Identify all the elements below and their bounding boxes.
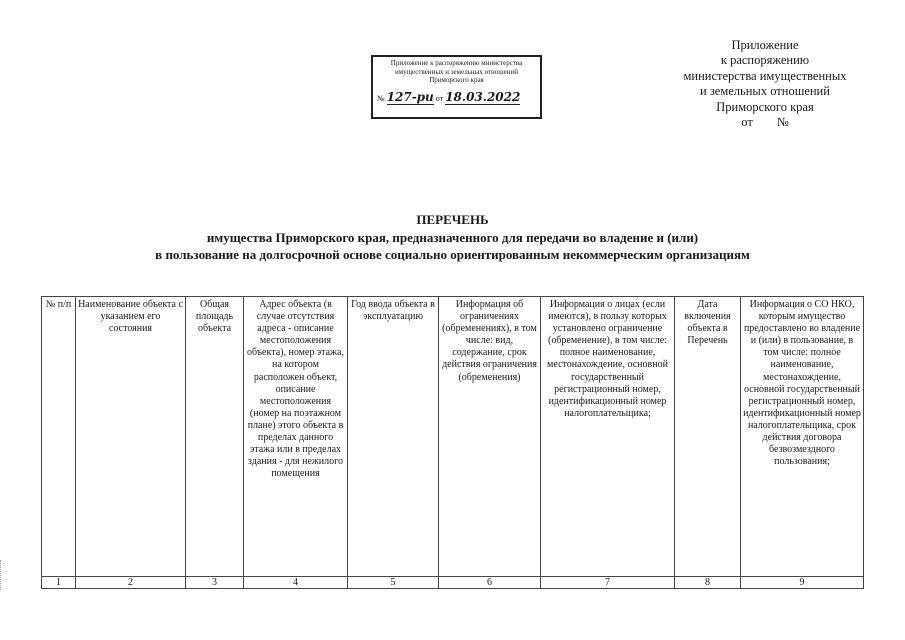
column-number-row: [42, 577, 864, 589]
stamp-line-3: Приморского края: [429, 76, 484, 84]
approval-number-label: №: [776, 115, 789, 130]
stamp-date-value: 18.03.2022: [445, 89, 521, 104]
header-cell-encumbrance-holders: Информация о лицах (если имеются), в пользу которых установлено ограничение (обременение), в том числе: полное наименование, местонахождение, основной государственный регистрационный номер, идентификационный номер налогоплательщика;: [541, 297, 675, 577]
approval-block: [640, 38, 890, 130]
stamp-number-prefix: №: [377, 93, 385, 103]
column-number-cell: 2: [76, 577, 186, 589]
approval-line-1: Приложение: [731, 38, 799, 52]
stamp-line-1: Приложение к распоряжению министерства: [390, 59, 523, 67]
header-cell-encumbrance: Информация об ограничениях (обременениях), в том числе: вид, содержание, срок действия ограничения (обременения): [439, 297, 541, 577]
approval-line-4: и земельных отношений: [700, 84, 830, 99]
document-title: ПЕРЕЧЕНЬ: [416, 212, 489, 227]
column-number-cell: 3: [186, 577, 244, 589]
column-number-cell: 1: [42, 577, 76, 589]
header-cell-name: Наименование объекта с указанием его состояния: [76, 297, 186, 577]
approval-line-5: Приморского края: [716, 99, 814, 114]
header-cell-year: Год ввода объекта в эксплуатацию: [348, 297, 439, 577]
stamp-number-line: [377, 89, 536, 104]
header-cell-area: Общая площадь объекта: [186, 297, 244, 577]
approval-line-2: к распоряжению: [720, 53, 810, 68]
approval-date-label: от: [741, 115, 753, 130]
registration-stamp: [371, 55, 542, 119]
document-subtitle-line-1: имущества Приморского края, предназначенного для передачи во владение и (или): [206, 230, 699, 245]
column-number-cell: 5: [348, 577, 439, 589]
property-registry-table: [41, 296, 864, 589]
column-number-cell: 9: [741, 577, 864, 589]
approval-date-row: [640, 115, 890, 130]
header-cell-address: Адрес объекта (в случае отсутствия адреса - описание местоположения объекта), номер этажа, на котором расположен объект, описание местоположения (номер на поэтажном плане) этого объекта в пределах данного этажа или в пределах здания - для нежилого помещения: [244, 297, 348, 577]
column-number-cell: 7: [541, 577, 675, 589]
header-cell-inclusion-date: Дата включения объекта в Перечень: [675, 297, 741, 577]
table-header-row: [42, 297, 864, 577]
header-cell-number: № п/п: [42, 297, 76, 577]
approval-line-3: министерства имущественных: [683, 68, 847, 83]
stamp-date-prefix: от: [435, 93, 444, 103]
header-cell-nko-info: Информация о СО НКО, которым имущество предоставлено во владение и (или) в пользование, в том числе: полное наименование, местонахождение, основной государственный регистрационный номер, идентификационный номер налогоплательщика, срок действия договора безвозмездного пользования;: [741, 297, 864, 577]
stamp-number-value: 127-ри: [386, 89, 434, 104]
column-number-cell: 4: [244, 577, 348, 589]
stamp-line-2: имущественных и земельных отношений: [394, 67, 519, 76]
page-margin-mark: [0, 560, 5, 590]
document-subtitle-line-2: в пользование на долгосрочной основе социально ориентированным некоммерческим организациям: [155, 247, 750, 262]
column-number-cell: 6: [439, 577, 541, 589]
column-number-cell: 8: [675, 577, 741, 589]
